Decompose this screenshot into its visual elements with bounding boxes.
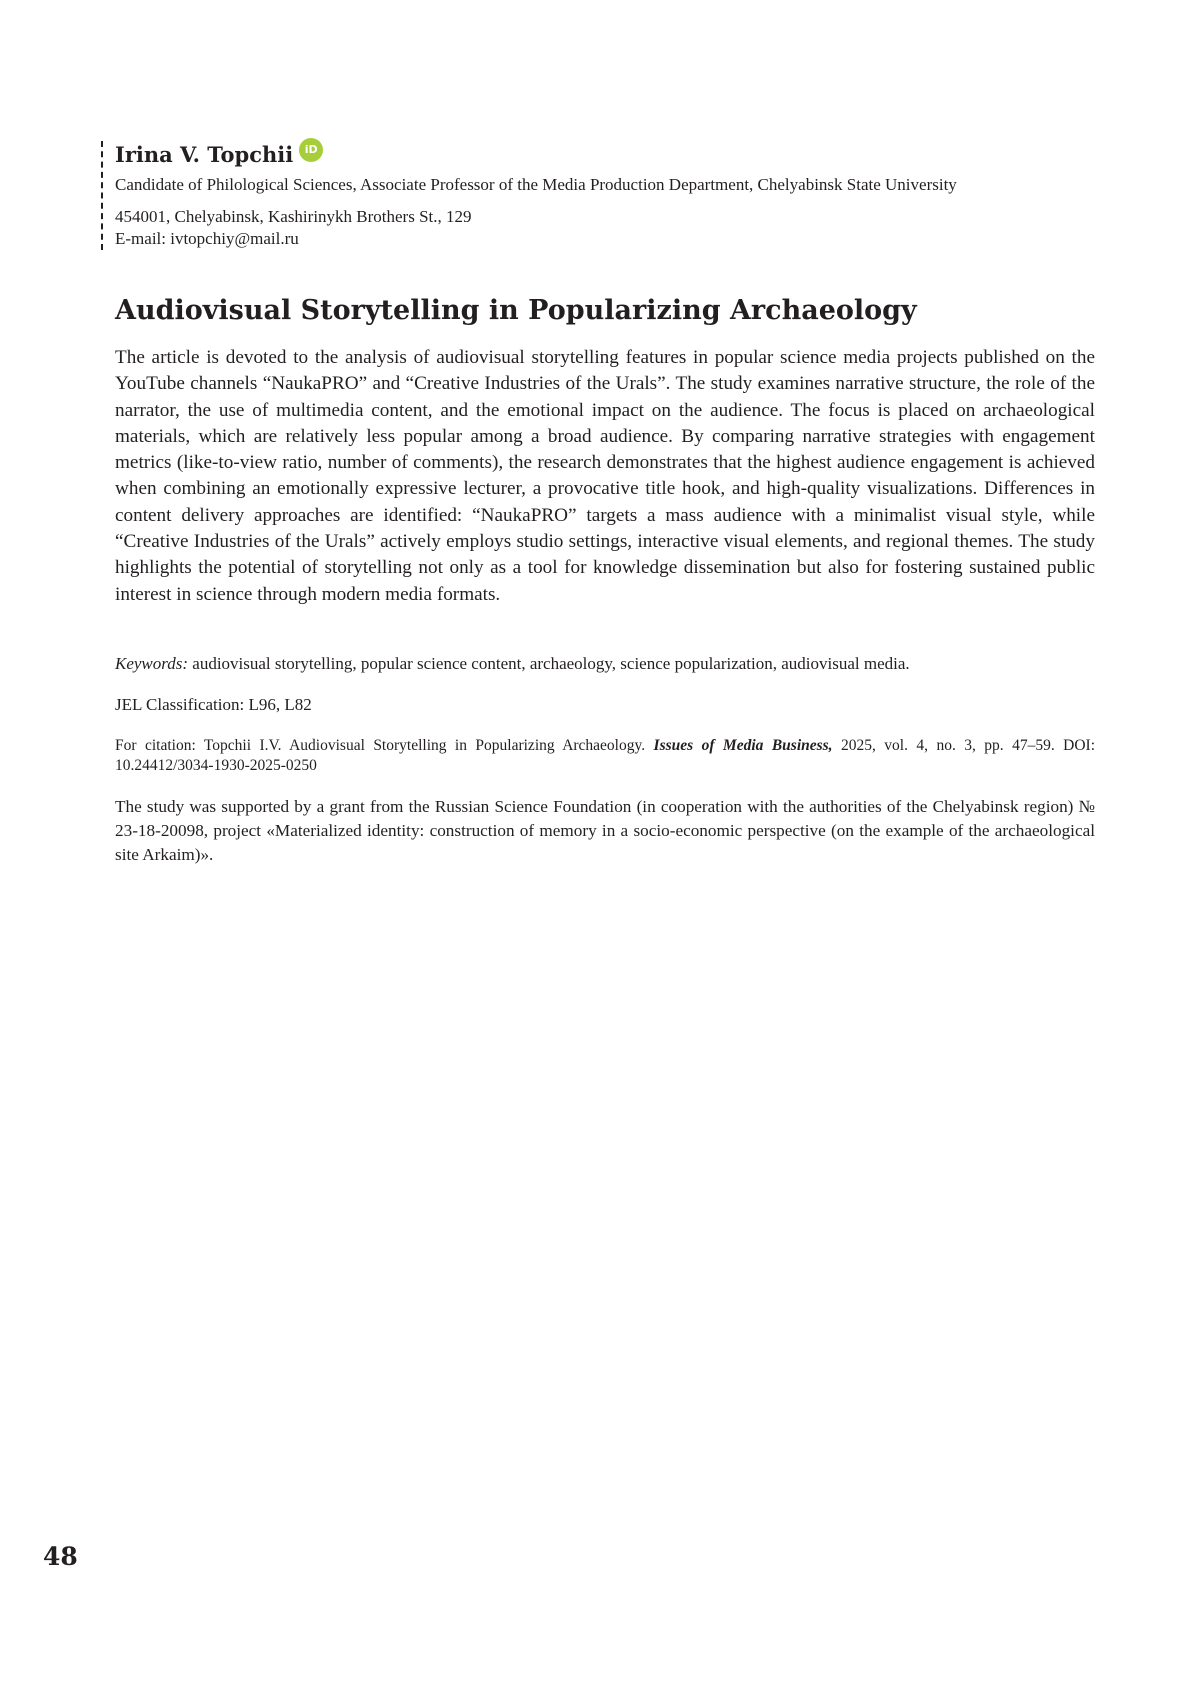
author-block	[101, 141, 1115, 250]
keywords-text: audiovisual storytelling, popular science content, archaeology, science popularization, audiovisual media.	[192, 654, 910, 673]
citation-prefix: For citation: Topchii I.V. Audiovisual Storytelling in Popularizing Archaeology.	[115, 737, 646, 754]
citation-journal: Issues of Media Business,	[653, 737, 833, 754]
author-name-text: Irina V. Topchii	[115, 142, 294, 167]
page-number: 48	[43, 1542, 78, 1571]
article-title: Audiovisual Storytelling in Popularizing Archaeology	[115, 295, 917, 326]
keywords	[115, 653, 1095, 675]
author-address: 454001, Chelyabinsk, Kashirinykh Brothers St., 129	[115, 207, 472, 226]
jel-classification: JEL Classification: L96, L82	[115, 695, 312, 714]
author-email: E-mail: ivtopchiy@mail.ru	[115, 229, 299, 248]
orcid-icon[interactable]: iD	[299, 138, 323, 162]
author-affiliation: Candidate of Philological Sciences, Associate Professor of the Media Production Department, Chelyabinsk State University	[115, 175, 957, 194]
citation-suffix: 2025, vol. 4, no. 3, pp. 47–59. DOI: 10.24412/3034-1930-2025-0250	[115, 737, 1096, 774]
author-name	[115, 141, 1115, 169]
grant-note: The study was supported by a grant from the Russian Science Foundation (in cooperation with the authorities of the Chelyabinsk region) № 23-18-20098, project «Materialized identity: construction of memory in a socio-economic perspective (on the example of the archaeological site Arkaim)».	[115, 797, 1095, 864]
abstract: The article is devoted to the analysis of audiovisual storytelling features in popular science media projects published on the YouTube channels “NaukaPRO” and “Creative Industries of the Urals”. The study examines narrative structure, the role of the narrator, the use of multimedia content, and the emotional impact on the audience. The focus is placed on archaeological materials, which are relatively less popular among a broad audience. By comparing narrative strategies with engagement metrics (like-to-view ratio, number of comments), the research demonstrates that the highest audience engagement is achieved when combining an emotionally expressive lecturer, a provocative title hook, and high-quality visualizations. Differences in content delivery approaches are identified: “NaukaPRO” targets a mass audience with a minimalist visual style, while “Creative Industries of the Urals” actively employs studio settings, interactive visual elements, and regional themes. The study highlights the potential of storytelling not only as a tool for knowledge dissemination but also for fostering sustained public interest in science through modern media formats.	[115, 347, 1095, 605]
citation	[115, 736, 1095, 776]
keywords-label: Keywords:	[115, 654, 189, 673]
